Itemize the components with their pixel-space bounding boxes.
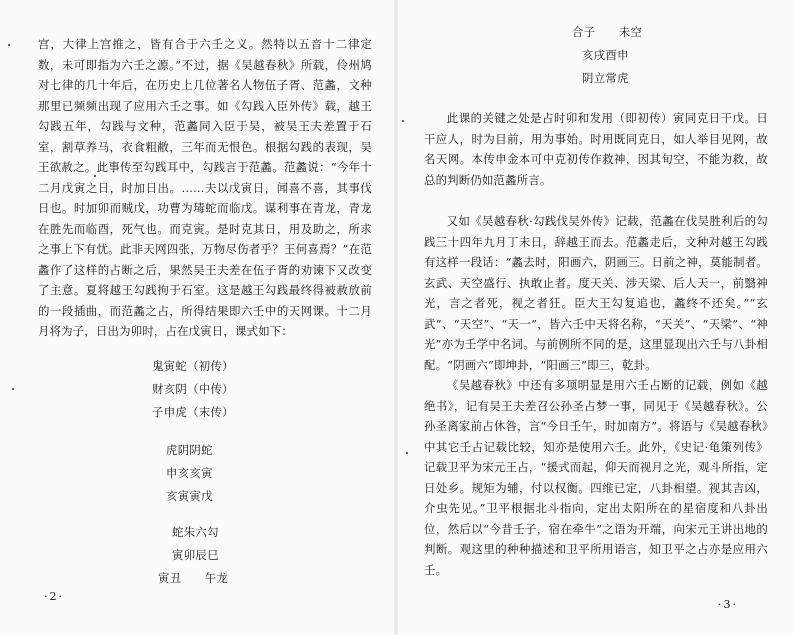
scan-speck — [402, 120, 404, 122]
chart-row: 鬼寅蛇（初传） — [152, 359, 234, 373]
chart-row: 财亥阴（中传） — [152, 382, 234, 396]
right-body-paragraph: 《吴越春秋》中还有多项明显是用六壬占断的记载，例如《越绝书》，记有吴王夫差召公孙圣占梦一事，同见于《吴越春秋》。公孙圣离家前占休咎，言“今日壬午，时加南方”。将语与《吴越春秋》中其它壬占记载比较，知亦是使用六壬。此外，《史记·龟策列传》记载卫平为宋元王占，“援式而起，仰天而视月之光，观斗所指，定日处乡。规矩为辅，付以权衡。四维已定，八卦相望。视其吉凶，介虫先见。”卫平根据北斗指向，定出太阳所在的星宿度和八卦出位，然后以“今昔壬子，宿在牵牛”之语为开端，向宋元王讲出地的判断。观这里的种种描述和卫平所用语言，知卫平之占亦是应用六壬。 — [424, 378, 768, 577]
chart-row: 申亥亥寅 — [166, 466, 213, 480]
scan-speck — [12, 388, 14, 390]
page-number: ·3· — [718, 598, 738, 611]
chart-row: 亥戌酉申 — [582, 48, 629, 62]
chart-row: 合子 未空 — [572, 25, 643, 39]
left-page — [0, 0, 396, 635]
scan-speck — [406, 452, 408, 454]
chart-row: 寅丑 午龙 — [158, 571, 229, 585]
left-body-paragraph: 宫，大律上宫推之，皆有合于六壬之义。然特以五音十二律定数，未可即指为六壬之源。”不过，据《吴越春秋》所载，伶州鸠对七律的几十年后，在历史上几位著名人物伍子胥、范蠡，文种那里已频频出现了应用六壬之事。如《勾践入臣外传》载，越王勾践五年，勾践与文种，范蠡同入臣于吴，被吴王夫差置于石室，割草养马，衣食粗敝，三年而无恨色。根据勾践的表现，吴王欲赦之。此事传至勾践耳中，勾践言于范蠡。范蠡说：“今年十二月戊寅之日，时加日出。……夫以戊寅日，闻喜不喜，其事伐日也。时加卯而贼戊，功曹为瑇蛇而临戊。谋利事在青龙，青龙在胜先而临酉，死气也。而克寅。是时克其日，用及助之，所求之事上下有忧。此非天网四张，万物尽伤者乎？王何喜焉？”在范蠡作了这样的占断之后，果然吴王夫差在伍子胥的劝谏下又改变了主意。夏将越王勾践拘于石室。这是越王勾践最终得被赦放前的一段插曲，而范蠡之占，所得结果即六壬中的天网课。十二月月将为子，日出为卯时，占在戊寅日，课式如下： — [38, 37, 372, 338]
scan-speck — [94, 175, 96, 177]
right-body-paragraph: 又如《吴越春秋·勾践伐吴外传》记载，范蠡在伐吴胜利后的勾践三十四年九月丁未日，辞越王而去。范蠡走后，文种对越王勾践有这样一段话：“蠡去时，阳画六，阴画三。日前之神，莫能制者。玄武、天空盛行、执敢止者。度天关、涉天梁、后人天一，前翳神光，言之者死，视之者狂。臣大王勾复追也，蠡终不还矣。”“玄武”、“天空”、“天一”，皆六壬中天将名称，“天关”、“天梁”、“神光”亦为壬学中名词。与前例所不同的是，这里显现出六壬与八卦相配。“阴画六”即坤卦，“阳画三”即三，乾卦。 — [424, 214, 768, 372]
chart-row: 阴立常虎 — [582, 71, 629, 85]
chart-row: 蛇朱六勾 — [172, 525, 219, 539]
scan-speck — [8, 44, 10, 46]
page-number: ·2· — [44, 590, 64, 603]
chart-row: 子申虎（末传） — [152, 405, 234, 419]
right-page — [396, 0, 793, 635]
chart-row: 寅卯辰巳 — [172, 548, 219, 562]
chart-row: 亥寅寅戊 — [166, 489, 213, 503]
chart-row: 虎阴阴蛇 — [166, 443, 213, 457]
right-body-paragraph: 此课的关键之处是占时卯和发用（即初传）寅同克日干戊。日干应人，时为目前，用为事始。时用既同克日，如人举目见网，故名天网。本传申金本可中克初传作救神，因其旬空，不能为救，故总的判断仍如范蠡所言。 — [424, 111, 768, 187]
